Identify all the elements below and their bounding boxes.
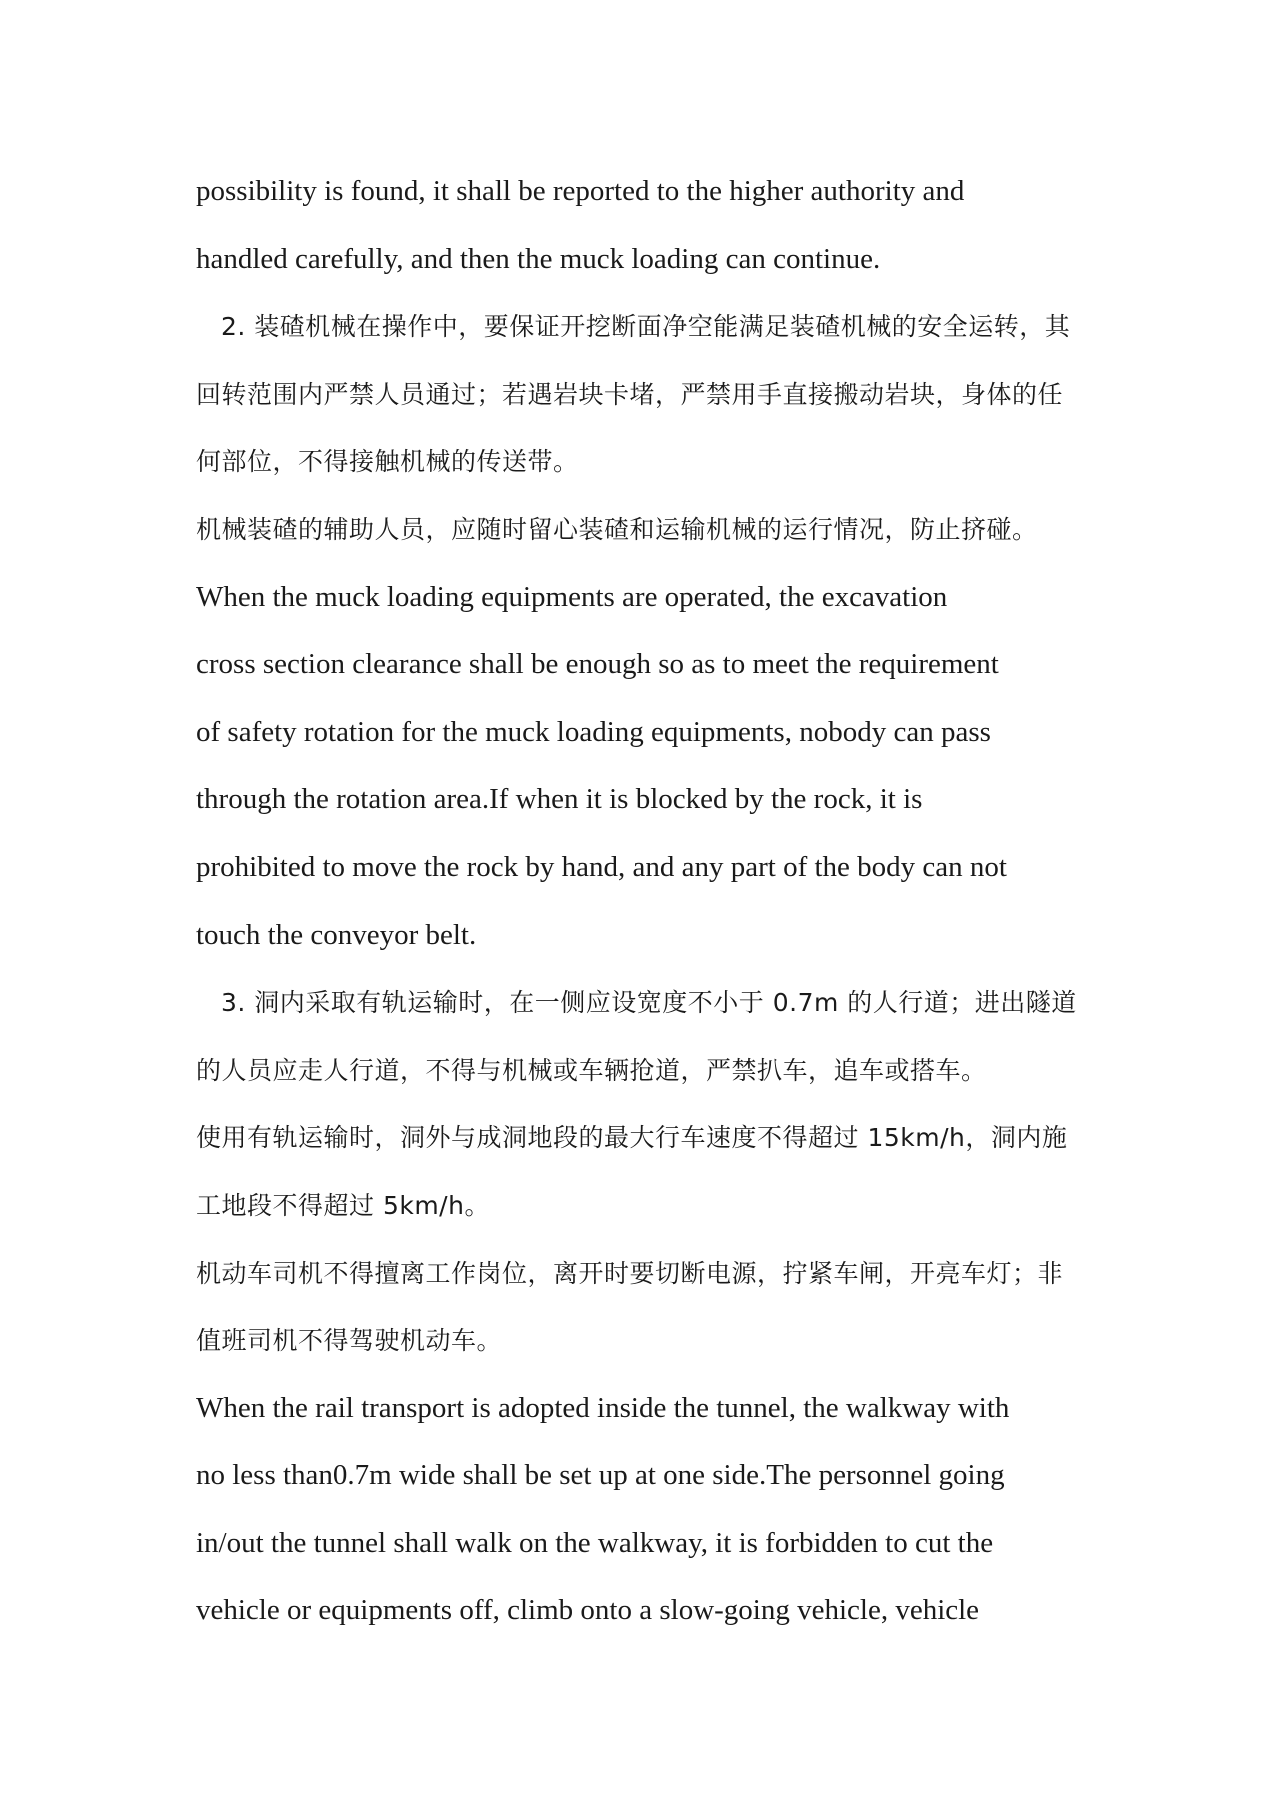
text-line: 回转范围内严禁人员通过；若遇岩块卡堵，严禁用手直接搬动岩块，身体的任 [196, 379, 1064, 409]
text-line: through the rotation area.If when it is blocked by the rock, it is [196, 783, 923, 816]
text-line: vehicle or equipments off, climb onto a slow-going vehicle, vehicle [196, 1594, 980, 1627]
text-line: of safety rotation for the muck loading equipments, nobody can pass [196, 715, 991, 748]
text-line: 工地段不得超过 5km/h。 [196, 1190, 490, 1220]
text-line: 机械装碴的辅助人员，应随时留心装碴和运输机械的运行情况，防止挤碰。 [196, 514, 1038, 544]
text-line: 何部位，不得接触机械的传送带。 [196, 447, 579, 477]
text-line: possibility is found, it shall be reported to the higher authority and [196, 175, 965, 207]
text-line: When the muck loading equipments are operated, the excavation [196, 580, 948, 613]
numbered-paragraph-3: 3. 洞内采取有轨运输时，在一侧应设宽度不小于 0.7m 的人行道；进出隧道 [221, 988, 1077, 1018]
numbered-paragraph-2: 2. 装碴机械在操作中，要保证开挖断面净空能满足装碴机械的安全运转，其 [221, 312, 1071, 342]
text-line: touch the conveyor belt. [196, 918, 477, 951]
text-line: handled carefully, and then the muck loading can continue. [196, 242, 881, 275]
text-line: 的人员应走人行道，不得与机械或车辆抢道，严禁扒车，追车或搭车。 [196, 1055, 987, 1085]
text-line: When the rail transport is adopted inside the tunnel, the walkway with [196, 1391, 1010, 1424]
text-line: 使用有轨运输时，洞外与成洞地段的最大行车速度不得超过 15km/h，洞内施 [196, 1123, 1068, 1153]
text-line: in/out the tunnel shall walk on the walkway, it is forbidden to cut the [196, 1526, 994, 1559]
text-line: cross section clearance shall be enough so as to meet the requirement [196, 648, 999, 681]
text-line: 机动车司机不得擅离工作岗位，离开时要切断电源，拧紧车闸，开亮车灯；非 [196, 1258, 1064, 1288]
document-page [196, 158, 1096, 1645]
text-line: 值班司机不得驾驶机动车。 [196, 1326, 503, 1356]
text-line: prohibited to move the rock by hand, and any part of the body can not [196, 850, 1007, 883]
text-line: no less than0.7m wide shall be set up at one side.The personnel going [196, 1459, 1005, 1492]
